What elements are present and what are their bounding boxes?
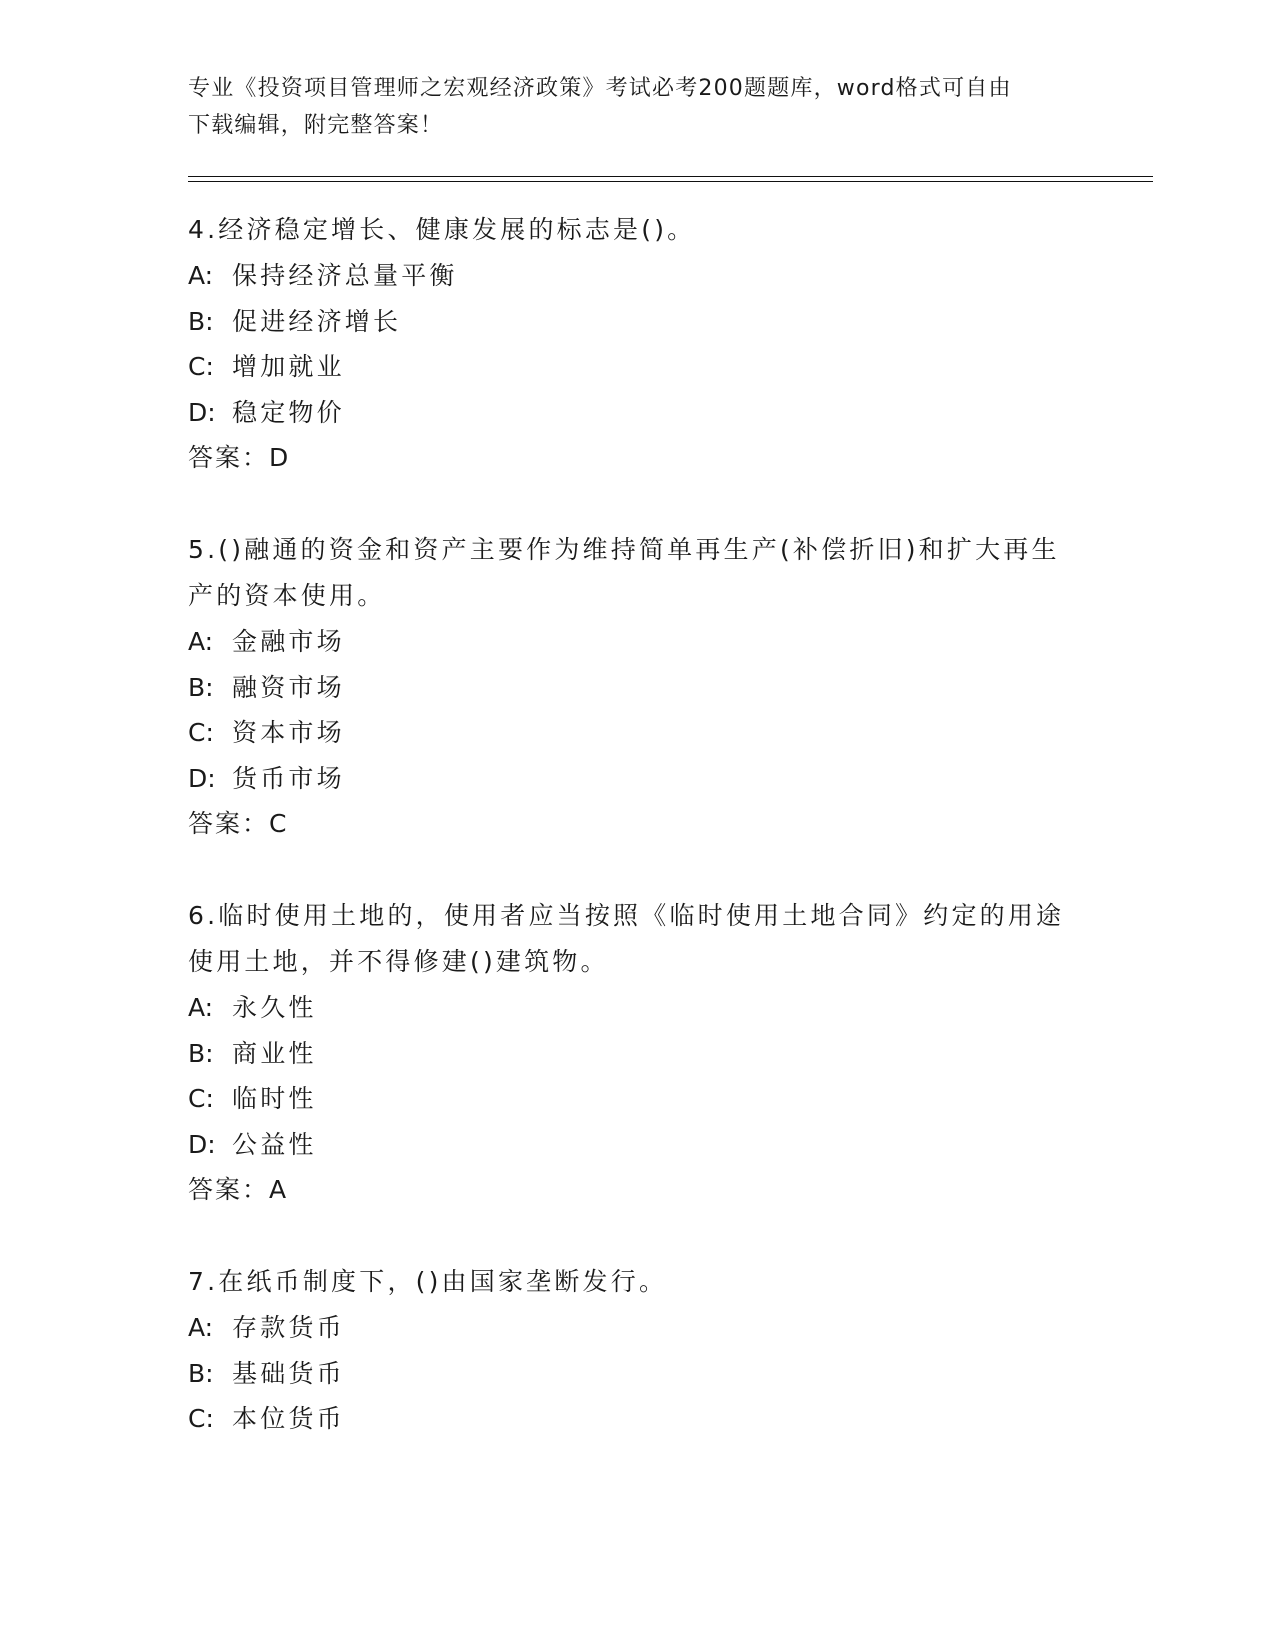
option-letter: B:	[188, 1358, 214, 1388]
option-a	[188, 619, 1068, 665]
option-letter: C:	[188, 352, 214, 381]
option-text: 本位货币	[232, 1404, 345, 1433]
option-text: 货币市场	[232, 763, 345, 793]
question-7	[188, 1259, 1068, 1442]
option-text: 金融市场	[232, 627, 345, 656]
option-c	[188, 1076, 1068, 1122]
option-b	[188, 1351, 1068, 1397]
answer-value: D	[269, 443, 290, 472]
question-6	[188, 893, 1068, 1213]
question-5	[188, 527, 1068, 847]
option-letter: C:	[188, 1404, 214, 1433]
option-letter: D:	[188, 1129, 216, 1159]
option-a	[188, 253, 1068, 299]
option-c	[188, 710, 1068, 756]
header-divider-bottom	[188, 181, 1153, 182]
question-stem: 7.在纸币制度下，()由国家垄断发行。	[188, 1267, 668, 1296]
option-letter: B:	[188, 672, 214, 702]
option-letter: B:	[188, 306, 214, 336]
document-header	[188, 70, 1068, 144]
option-letter: D:	[188, 397, 216, 427]
option-d	[188, 756, 1068, 802]
option-text: 存款货币	[232, 1313, 345, 1342]
option-text: 稳定物价	[232, 397, 345, 427]
answer-line	[188, 435, 1068, 481]
answer-label: 答案：	[188, 443, 270, 472]
option-b	[188, 1031, 1068, 1077]
option-letter: A:	[188, 261, 214, 290]
option-text: 资本市场	[232, 718, 345, 747]
option-letter: C:	[188, 1084, 214, 1113]
answer-line	[188, 801, 1068, 847]
option-text: 增加就业	[232, 352, 345, 381]
answer-value: C	[269, 809, 288, 838]
header-line-2: 下载编辑，附完整答案！	[188, 113, 444, 138]
answer-value: A	[269, 1175, 288, 1204]
option-text: 保持经济总量平衡	[232, 261, 458, 290]
option-b	[188, 665, 1068, 711]
option-c	[188, 344, 1068, 390]
option-c	[188, 1396, 1068, 1442]
answer-label: 答案：	[188, 809, 270, 838]
option-letter: B:	[188, 1038, 214, 1068]
question-4	[188, 207, 1068, 481]
option-letter: D:	[188, 763, 216, 793]
option-d	[188, 1122, 1068, 1168]
option-text: 促进经济增长	[232, 306, 402, 336]
answer-line	[188, 1167, 1068, 1213]
header-divider-top	[188, 176, 1153, 177]
option-letter: A:	[188, 1313, 214, 1342]
header-line-1: 专业《投资项目管理师之宏观经济政策》考试必考200题题库，word格式可自由	[188, 76, 1012, 101]
option-a	[188, 1305, 1068, 1351]
answer-label: 答案：	[188, 1175, 270, 1204]
option-text: 融资市场	[232, 672, 345, 702]
option-text: 永久性	[232, 993, 317, 1022]
option-letter: C:	[188, 718, 214, 747]
question-list	[188, 207, 1068, 1488]
option-text: 商业性	[232, 1038, 317, 1068]
option-a	[188, 985, 1068, 1031]
option-b	[188, 299, 1068, 345]
question-stem: 6.临时使用土地的，使用者应当按照《临时使用土地合同》约定的用途使用土地，并不得修建()建筑物。	[188, 901, 1065, 976]
option-text: 基础货币	[232, 1358, 345, 1388]
question-stem: 5.()融通的资金和资产主要作为维持简单再生产(补偿折旧)和扩大再生产的资本使用。	[188, 535, 1060, 610]
option-d	[188, 390, 1068, 436]
option-text: 公益性	[232, 1129, 317, 1159]
question-stem: 4.经济稳定增长、健康发展的标志是()。	[188, 215, 696, 244]
option-letter: A:	[188, 627, 214, 656]
option-letter: A:	[188, 993, 214, 1022]
option-text: 临时性	[232, 1084, 317, 1113]
